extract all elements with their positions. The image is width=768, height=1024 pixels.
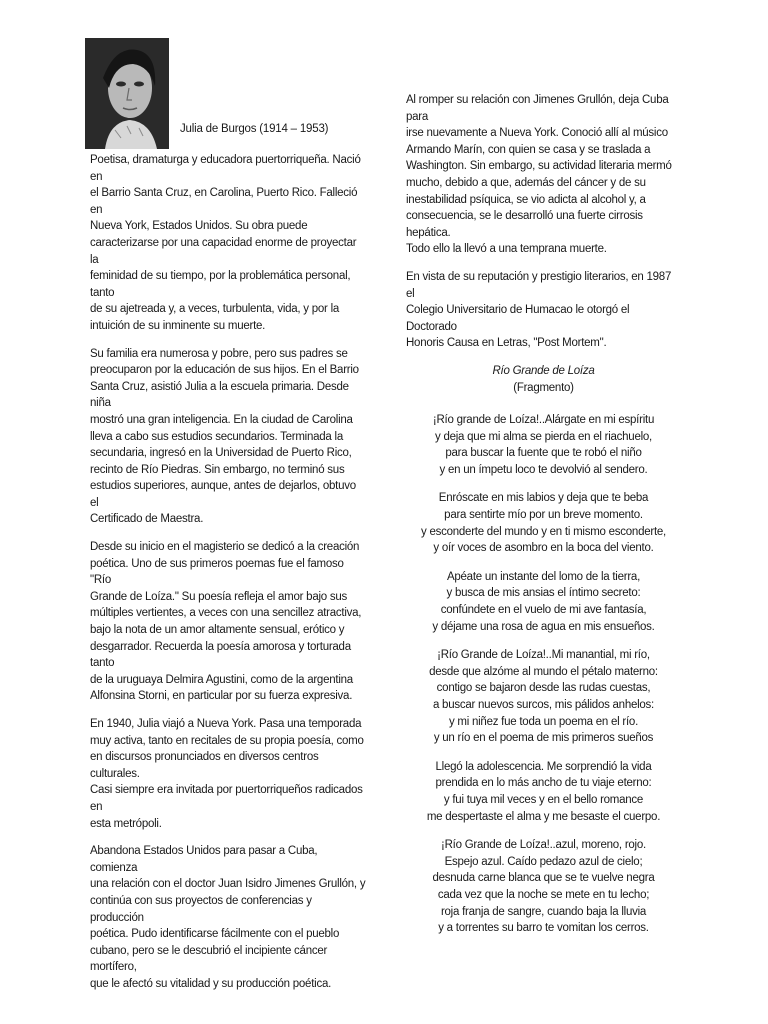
paragraph-poetry: Desde su inicio en el magisterio se dedicó a la creación poética. Uno de sus primeros poemas fue el famoso "Río Grande de Loíza." Su poesía refleja el amor bajo sus múltiples vertientes, a veces con una sencillez atractiva, bajo la nota de un amor altamente sensual, erótico y desgarrador. Recuerda la poesía amorosa y torturada tanto de la uruguaya Delmira Agustini, como de la argentina Alfonsina Storni, en particular por su fuerza expresiva. [90, 541, 362, 703]
paragraph-family: Su familia era numerosa y pobre, pero sus padres se preocuparon por la educación de sus hijos. En el Barrio Santa Cruz, asistió Julia a la escuela primaria. Desde niña mostró una gran inteligencia. En la ciudad de Carolina lleva a cabo sus estudios secundarios. Terminada la secundaria, ingresó en la Universidad de Puerto Rico, recinto de Río Piedras. Sin embargo, no terminó sus estudios superiores, aunque, antes de dejarlos, obtuvo el Certificado de Maestra. [90, 347, 359, 526]
author-portrait [85, 38, 169, 149]
right-column [406, 92, 681, 949]
paragraph-intro: Poetisa, dramaturga y educadora puertorriqueña. Nació en el Barrio Santa Cruz, en Carolina, Puerto Rico. Falleció en Nueva York, Estados Unidos. Su obra puede caracterizarse por una capacidad enorme de proyectar la feminidad de su tiempo, por la problemática personal, tanto de su ajetreada y, a veces, turbulenta, vida, y por la intuición de su inminente su muerte. [90, 154, 361, 332]
portrait-caption: Julia de Burgos (1914 – 1953) [180, 123, 329, 135]
poem-stanza-1: ¡Río grande de Loíza!..Alárgate en mi espíritu y deja que mi alma se pierda en el riachuelo, para buscar la fuente que te robó el niño y en un ímpetu loco te devolvió al sendero. [432, 414, 655, 476]
left-column [90, 152, 366, 1004]
poem-stanza-4: ¡Río Grande de Loíza!..Mi manantial, mi río, desde que alzóme al mundo el pétalo materno: contigo se bajaron desde las rudas cuestas, a buscar nuevos surcos, mis pálidos anhelos: y mi niñez fue toda un poema en el río. y un río en el poema de mis primeros sueños [429, 649, 658, 745]
paragraph-new-york: En 1940, Julia viajó a Nueva York. Pasa una temporada muy activa, tanto en recitales de su propia poesía, como en discursos pronunciados en diversos centros culturales. Casi siempre era invitada por puertorriqueños radicados en esta metrópoli. [90, 718, 364, 830]
paragraph-washington: Al romper su relación con Jimenes Grullón, deja Cuba para irse nuevamente a Nueva York. Conoció allí al músico Armando Marín, con quien se casa y se traslada a Washington. Sin embargo, su actividad literaria mermó mucho, debido a que, además del cáncer y de su inestabilidad psíquica, se vio adicta al alcohol y, a consecuencia, se le desarrolló una fuerte cirrosis hepática. Todo ello la llevó a una temprana muerte. [406, 94, 672, 256]
paragraph-honoris-causa: En vista de su reputación y prestigio literarios, en 1987 el Colegio Universitario de Humacao le otorgó el Doctorado Honoris Causa en Letras, "Post Mortem". [406, 270, 672, 350]
poem-stanza-6: ¡Río Grande de Loíza!..azul, moreno, rojo. Espejo azul. Caído pedazo azul de cielo; desnuda carne blanca que se te vuelve negra cada vez que la noche se mete en tu lecho; roja franja de sangre, cuando baja la lluvia y a torrentes su barro te vomitan los cerros. [432, 839, 655, 935]
poem-title: Río Grande de Loíza [492, 364, 595, 377]
poem-stanza-5: Llegó la adolescencia. Me sorprendió la vida prendida en lo más ancho de tu viaje eterno: y fui tuya mil veces y en el bello romance me despertaste el alma y me besaste el cuerpo. [426, 760, 661, 823]
paragraph-cuba: Abandona Estados Unidos para pasar a Cuba, comienza una relación con el doctor Juan Isidro Jimenes Grullón, y continúa con sus proyectos de conferencias y producción poética. Pudo identificarse fácilmente con el pueblo cubano, pero se le descubrió el incipiente cáncer mortífero, que le afectó su vitalidad y su producción poética. [90, 845, 366, 990]
poem-stanza-2: Enróscate en mis labios y deja que te beba para sentirte mío por un breve momento. y esconderte del mundo y en ti mismo esconderte, y oír voces de asombro en la boca del viento. [421, 492, 666, 555]
poem-subtitle: (Fragmento) [513, 381, 574, 394]
poem-stanza-3: Apéate un instante del lomo de la tierra, y busca de mis ansias el íntimo secreto: confúndete en el vuelo de mi ave fantasía, y déjame una rosa de agua en mis ensueños. [432, 570, 655, 633]
